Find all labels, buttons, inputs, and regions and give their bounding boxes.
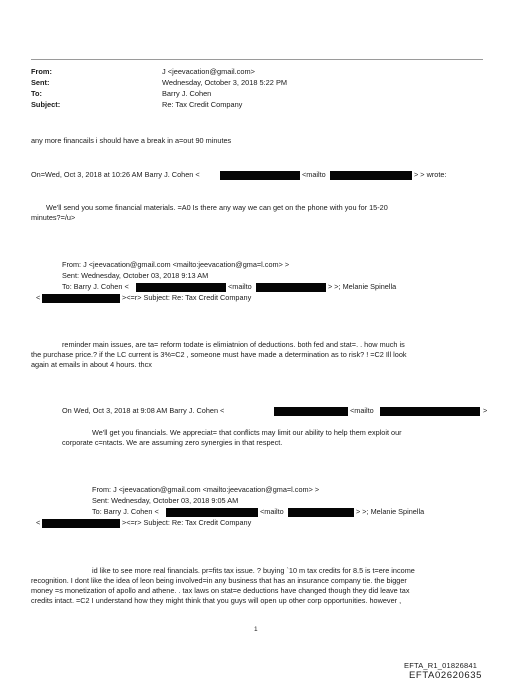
subject-value: Re: Tax Credit Company (162, 100, 243, 109)
header-divider (31, 59, 483, 60)
redaction-block (42, 294, 120, 303)
redaction-block (274, 407, 348, 416)
body-paragraph-3-line-2: the purchase price.? if the LC current is 3%=C2 , someone must have made a determination as to risk? ! =C2 Ill look (31, 350, 407, 359)
forward-1-subject: ><=r> Subject: Re: Tax Credit Company (122, 293, 252, 302)
forward-1-sent: Sent: Wednesday, October 03, 2018 9:13 AM (62, 271, 209, 280)
sent-value: Wednesday, October 3, 2018 5:22 PM (162, 78, 288, 87)
bates-number-large: EFTA02620635 (409, 670, 483, 681)
forward-1-to-mailto: <mailto (228, 282, 252, 291)
redaction-block (330, 171, 412, 180)
quote-2-mailto: <mailto (350, 406, 374, 415)
to-label: To: (31, 89, 42, 98)
forward-2-to-mailto: <mailto (260, 507, 284, 516)
body-paragraph-5-line-1: id like to see more real financials. pr=fits tax issue. ? buying `10 m tax credits for 8.5 is t=ere income (92, 566, 415, 575)
forward-2-sent: Sent: Wednesday, October 03, 2018 9:05 AM (92, 496, 239, 505)
quote-2-close: > (483, 406, 488, 415)
redaction-block (380, 407, 480, 416)
page-number: 1 (254, 626, 258, 633)
redaction-block (288, 508, 354, 517)
forward-2-subject-open: < (36, 518, 41, 527)
forward-2-subject: ><=r> Subject: Re: Tax Credit Company (122, 518, 252, 527)
body-paragraph-3-line-1: reminder main issues, are ta= reform todate is elimiatnion of deductions. both fed and stat=. . how much is (62, 340, 405, 349)
subject-label: Subject: (31, 100, 61, 109)
to-value: Barry J. Cohen (162, 89, 212, 98)
quote-2-intro: On Wed, Oct 3, 2018 at 9:08 AM Barry J. Cohen < (62, 406, 225, 415)
quote-1-wrote: > > wrote: (414, 170, 447, 179)
redaction-block (220, 171, 300, 180)
forward-2-from: From: J <jeevacation@gmail.com <mailto:jeevacation@gma=l.com> > (92, 485, 320, 494)
body-paragraph-5-line-4: credits intact. =C2 I understand how they might think that you guys will open up other corp opportunities. however , (31, 596, 402, 605)
quote-1-intro: On=Wed, Oct 3, 2018 at 10:26 AM Barry J. Cohen < (31, 170, 200, 179)
redaction-block (42, 519, 120, 528)
quote-1-mailto: <mailto (302, 170, 326, 179)
forward-1-from: From: J <jeevacation@gmail.com <mailto:jeevacation@gma=l.com> > (62, 260, 290, 269)
body-paragraph-2-line-1: We'll send you some financial materials. =A0 Is there any way we can get on the phone with you for 15-20 (46, 203, 388, 212)
redaction-block (256, 283, 326, 292)
sent-label: Sent: (31, 78, 50, 87)
from-value: J <jeevacation@gmail.com> (162, 67, 255, 76)
body-paragraph-5-line-3: money =s monetization of apollo and athene. . tax laws on stat=e deductions have changed though they did leave tax (31, 586, 410, 595)
forward-1-to-cc: > >; Melanie Spinella (328, 282, 397, 291)
forward-1-subject-open: < (36, 293, 41, 302)
body-paragraph-5-line-2: recognition. I dont like the idea of leon being involved=in any business that has an insurance company tie. the bigger (31, 576, 407, 585)
body-paragraph-1: any more financails i should have a break in a=out 90 minutes (31, 136, 232, 145)
redaction-block (136, 283, 226, 292)
bates-number-small: EFTA_R1_01826841 (404, 661, 478, 670)
redaction-block (166, 508, 258, 517)
forward-1-to: To: Barry J. Cohen < (62, 282, 129, 291)
from-label: From: (31, 67, 52, 76)
body-paragraph-3-line-3: again at emails in about 4 hours. thcx (31, 360, 152, 369)
forward-2-to-cc: > >; Melanie Spinella (356, 507, 425, 516)
forward-2-to: To: Barry J. Cohen < (92, 507, 159, 516)
body-paragraph-4-line-1: We'll get you financials. We appreciat= that conflicts may limit our ability to help them exploit our (92, 428, 402, 437)
body-paragraph-4-line-2: corporate c=ntacts. We are assuming zero synergies in that respect. (62, 438, 283, 447)
body-paragraph-2-line-2: minutes?=/u> (31, 213, 76, 222)
